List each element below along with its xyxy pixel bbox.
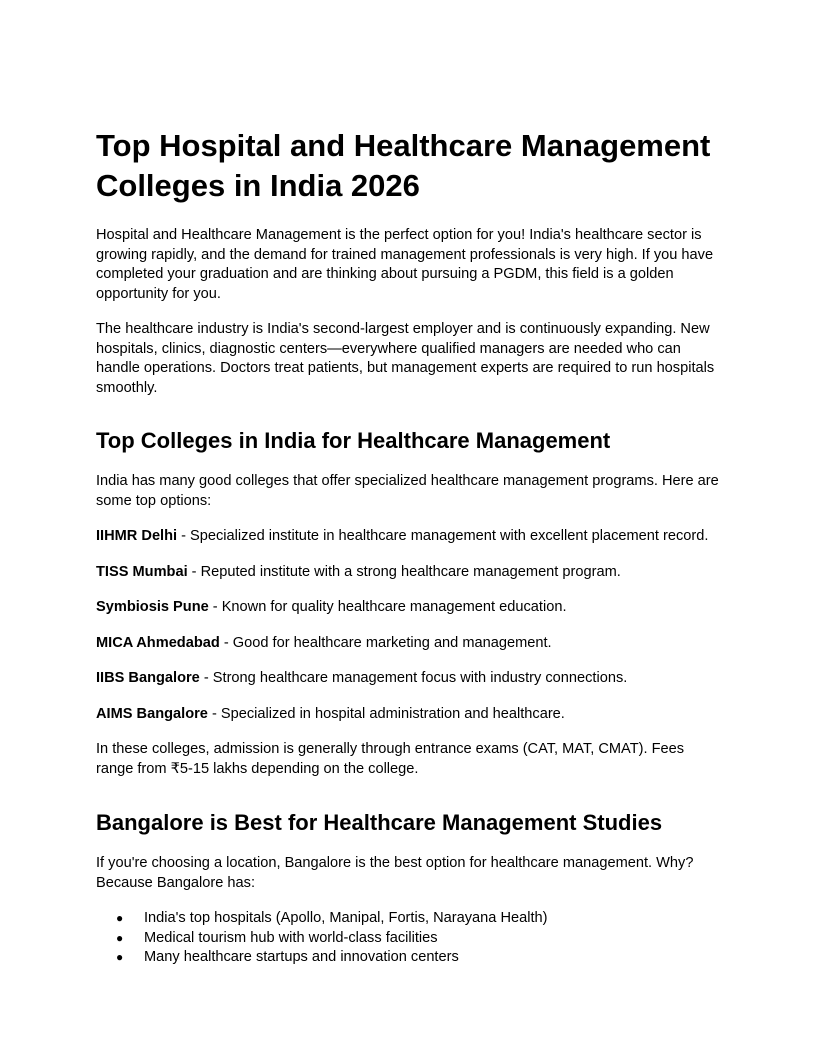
college-description: - Specialized institute in healthcare management with excellent placement record. xyxy=(177,528,709,544)
document-page xyxy=(96,126,722,968)
college-entry xyxy=(96,634,722,654)
college-name: TISS Mumbai xyxy=(96,563,188,580)
college-description: - Strong healthcare management focus with industry connections. xyxy=(199,670,628,686)
list-item-text: India's top hospitals (Apollo, Manipal, Fortis, Narayana Health) xyxy=(144,910,548,926)
college-entry xyxy=(96,527,722,547)
college-description: - Good for healthcare marketing and management. xyxy=(219,634,552,651)
college-description: - Specialized in hospital administration and healthcare. xyxy=(207,705,565,722)
list-item xyxy=(96,909,722,929)
college-name: MICA Ahmedabad xyxy=(96,634,220,651)
intro-paragraph-1: Hospital and Healthcare Management is the perfect option for you! India's healthcare sector is growing rapidly, and the demand for trained management professionals is very high. If you have completed your graduation and are thinking about pursuing a PGDM, this field is a golden opportunity for you. xyxy=(96,227,714,302)
page-title: Top Hospital and Healthcare Management Colleges in India 2026 xyxy=(96,128,711,203)
college-description: - Known for quality healthcare management education. xyxy=(208,599,567,615)
bullet-icon: ● xyxy=(116,930,124,945)
college-entry xyxy=(96,598,722,618)
college-name: IIHMR Delhi xyxy=(96,528,178,544)
intro-paragraph-2: The healthcare industry is India's second-largest employer and is continuously expanding. New hospitals, clinics, diagnostic centers—everywhere qualified managers are needed who can handle operations. Doctors treat patients, but management experts are required to run hospitals smoothly. xyxy=(96,321,715,396)
college-entry xyxy=(96,705,722,725)
college-name: AIMS Bangalore xyxy=(96,705,208,722)
bangalore-intro-paragraph: If you're choosing a location, Bangalore is the best option for healthcare management. Why? Because Bangalore has: xyxy=(96,855,694,891)
bullet-icon: ● xyxy=(116,911,124,925)
section-outro-paragraph: In these colleges, admission is generally through entrance exams (CAT, MAT, CMAT). Fees range from ₹5-15 lakhs depending on the college. xyxy=(96,741,685,777)
college-description: - Reputed institute with a strong healthcare management program. xyxy=(187,563,621,580)
bangalore-bullet-list xyxy=(96,909,722,968)
bullet-icon: ● xyxy=(116,950,124,964)
section-heading-top-colleges: Top Colleges in India for Healthcare Management xyxy=(96,428,611,453)
section-intro-paragraph: India has many good colleges that offer specialized healthcare management programs. Here are some top options: xyxy=(96,473,719,509)
section-heading-bangalore: Bangalore is Best for Healthcare Management Studies xyxy=(96,810,663,835)
college-name: IIBS Bangalore xyxy=(96,670,200,686)
list-item xyxy=(96,948,722,968)
list-item-text: Medical tourism hub with world-class facilities xyxy=(144,929,438,946)
college-name: Symbiosis Pune xyxy=(96,599,209,615)
college-entry xyxy=(96,563,722,583)
list-item-text: Many healthcare startups and innovation centers xyxy=(144,949,459,965)
list-item xyxy=(96,929,722,949)
college-entry xyxy=(96,669,722,689)
